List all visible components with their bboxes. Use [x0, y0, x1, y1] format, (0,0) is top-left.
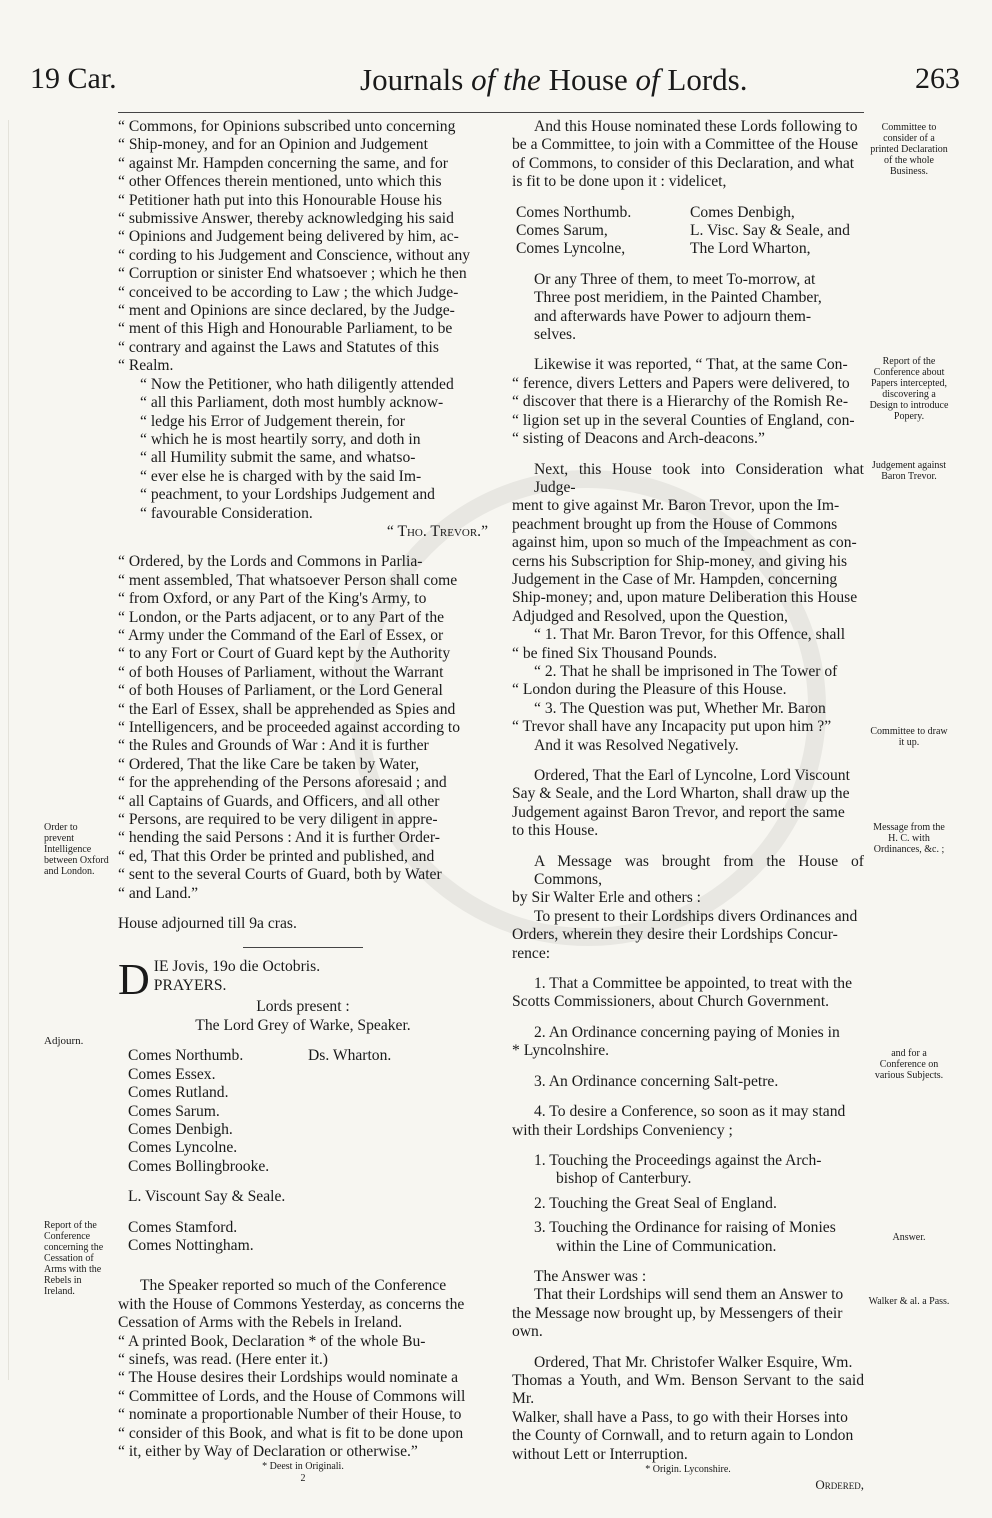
day-heading: D IE Jovis, 19o die Octobris. PRAYERS.: [118, 958, 488, 998]
message-item-4: 4. To desire a Conference, so soon as it may stand with their Lordships Conveniency ;: [512, 1103, 846, 1139]
regnal-year: 19 Car.: [30, 62, 117, 95]
left-column: [118, 118, 488, 1485]
petition-quote: “ Commons, for Opinions subscribed unto concerning “ Ship-money, and for an Opinion and Judgement “ against Mr. Hampden concerning the same, and for “ other Offences therein mentioned, unto which this “ Petitioner hath put into this Honourable House his “ submissive Answer, thereby acknowledging his said “ Opinions and Judgement being delivered by him, ac- “ cording to his Judgement and Conscience, without any “ Corruption or sinister End whatsoever ; which he then “ conceived to be according to Law ; the which Judge- “ ment and Opinions are since declared, by the Judge- “ ment of this High and Honourable Parliament, to be “ contrary and against the Laws and Statutes of this “ Realm.: [118, 118, 471, 375]
margin-note-answer: Answer.: [892, 1232, 926, 1243]
page-header: [30, 62, 960, 112]
answer-text: That their Lordships will send them an Answer to the Message now brought up, by Messengers of their own.: [512, 1286, 844, 1341]
walker-pass-order: Ordered, That Mr. Christofer Walker Esquire, Wm. Thomas a Youth, and Wm. Benson Servant to the said Mr. Walker, shall have a Pass, to go with their Horses into the County of Cornwall, and to return again to London without Lett or Interruption.: [512, 1353, 864, 1463]
order-intelligence: “ Ordered, by the Lords and Commons in Parlia- “ ment assembled, That whatsoever Person shall come “ from Oxford, or any Part of the King's Army, to “ London, or the Parts adjacent, or to any Part of the “ Army under the Command of the Earl of Essex, or “ to any Fort or Court of Guard kept by the Authority “ of both Houses of Parliament, without the Warrant “ of both Houses of Parliament, or the Lord General “ the Earl of Essex, shall be apprehended as Spies and “ Intelligencers, and be proceeded against according to “ the Rules and Grounds of War : And it is further “ Ordered, That the like Care be taken by Water, “ for the apprehending of the Persons aforesaid ; and “ all Captains of Guards, and Officers, and all other “ Persons, are required to be very diligent in appre- “ hending the said Persons : And it is further Order- “ ed, That this Order be printed and published, and “ sent to the several Courts of Guard, both by Water “ and Land.”: [118, 553, 461, 902]
margin-note-papers: Report of the Conference about Papers intercepted, discovering a Design to introduce Popery.: [869, 356, 949, 422]
signature-mark: 2: [300, 1473, 306, 1485]
margin-note-walker: Walker & al. a Pass.: [868, 1296, 950, 1307]
running-title: Journals of the House of Lords.: [360, 62, 748, 97]
header-rule: [118, 112, 864, 113]
message-item-1: 1. That a Committee be appointed, to treat with the Scotts Commissioners, about Church Government.: [512, 975, 853, 1011]
right-column: [512, 118, 864, 1494]
committee-nomination: And this House nominated these Lords following to be a Committee, to join with a Committee of the House of Commons, to consider of this Declaration, and what is fit to be done upon it : videlicet,: [512, 118, 859, 191]
commons-message: A Message was brought from the House of Commons, by Sir Walter Erle and others :: [512, 852, 864, 907]
margin-note-order: Order to prevent Intelligence between Oxford and London.: [44, 822, 109, 877]
trevor-consideration: Next, this House took into Consideration what Judge- ment to give against Mr. Baron Trevor, upon the Im- peachment brought up from the House of Commons against him, upon so much of the Impeachment as con- cerns his Subscription for Ship-money, and giving his Judgement in the Case of Mr. Hampden, concerning Ship-money; and, upon mature Deliberation this House Adjudged and Resolved, upon the Question,: [512, 460, 864, 625]
page-number: 263: [915, 62, 960, 95]
committee-members: Comes Northumb. Comes Sarum, Comes Lyncolne, Comes Denbigh, L. Visc. Say & Seale, and The Lord Wharton,: [516, 203, 850, 258]
prayers-heading: PRAYERS.: [153, 976, 227, 994]
adjourned-line: House adjourned till 9a cras.: [118, 915, 297, 933]
lords-list: Comes Northumb. Comes Essex. Comes Rutland. Comes Sarum. Comes Denbigh. Comes Lyncolne. Comes Bollingbrooke. Ds. Wharton.: [128, 1047, 392, 1175]
footnote-right: * Origin. Lyconshire.: [645, 1464, 731, 1475]
answer-heading: The Answer was :: [534, 1267, 647, 1285]
speaker-report: The Speaker reported so much of the Conference with the House of Commons Yesterday, as concerns the Cessation of Arms with the Rebels in Ireland.: [118, 1277, 465, 1332]
margin-note-message: Message from the H. C. with Ordinances, &c. ;: [873, 822, 945, 855]
margin-note-adjourn: Adjourn.: [44, 1035, 84, 1047]
declaration-quote: “ A printed Book, Declaration * of the whole Bu- “ sinefs, was read. (Here enter it.) “ The House desires their Lordships would nominate a “ Committee of Lords, and the House of Commons will “ nominate a proportionable Number of their House, to “ consider of this Book, and what is fit to be done upon “ it, either by Way of Declaration or otherwise.”: [118, 1332, 466, 1460]
papers-report: Likewise it was reported, “ That, at the same Con- “ ference, divers Letters and Papers were delivered, to “ discover that there is a Hierarchy of the Romish Re- “ ligion set up in the several Counties of England, con- “ sisting of Deacons and Arch-deacons.”: [512, 356, 855, 448]
conference-subitems: 1. Touching the Proceedings against the Arch- bishop of Canterbury. 2. Touching the Great Seal of England. 3. Touching the Ordinance for raising of Monies within the Line of Communication.: [534, 1151, 836, 1255]
margin-note-report: Report of the Conference concerning the Cessation of Arms with the Rebels in Ireland.: [44, 1220, 104, 1297]
section-rule: [243, 947, 363, 948]
viscount-line: L. Viscount Say & Seale.: [128, 1188, 286, 1206]
page-gutter-shade: [8, 120, 9, 1380]
petition-signature: “ Tho. Trevor.”: [386, 522, 488, 540]
trevor-judgement: “ 1. That Mr. Baron Trevor, for this Offence, shall “ be fined Six Thousand Pounds. “ 2. That he shall be imprisoned in The Tower of “ London during the Pleasure of this House. “ 3. The Question was put, Whether Mr. Baron “ Trevor shall have any Incapacity put upon him ?” And it was Resolved Negatively.: [512, 626, 846, 754]
margin-note-conference: and for a Conference on various Subjects.: [874, 1048, 944, 1081]
lords-present-heading: Lords present :: [256, 998, 350, 1016]
ordinances-intro: To present to their Lordships divers Ordinances and Orders, wherein they desire their Lordships Concur- rence:: [512, 907, 858, 962]
catchword: Ordered,: [815, 1477, 864, 1492]
message-item-3: 3. An Ordinance concerning Salt-petre.: [534, 1072, 779, 1090]
draw-up-order: Ordered, That the Earl of Lyncolne, Lord Viscount Say & Seale, and the Lord Wharton, shall draw up the Judgement against Baron Trevor, and report the same to this House.: [512, 767, 850, 840]
margin-note-committee: Committee to consider of a printed Declaration of the whole Business.: [870, 122, 948, 177]
drop-cap: D: [118, 958, 150, 999]
petition-submission: “ Now the Petitioner, who hath diligently attended “ all this Parliament, doth most humbly acknow- “ ledge his Error of Judgement therein, for “ which he is most heartily sorry, and doth in “ all Humility submit the same, and whatso- “ ever else he is charged with by the said Im- “ peachment, to your Lordships Judgement and “ favourable Consideration.: [140, 375, 454, 522]
meeting-terms: Or any Three of them, to meet To-morrow, at Three post meridiem, in the Painted Chamber, and afterwards have Power to adjourn them- selves.: [534, 270, 822, 344]
message-item-2: 2. An Ordinance concerning paying of Monies in * Lyncolnshire.: [512, 1023, 840, 1060]
margin-note-judgement: Judgement against Baron Trevor.: [871, 460, 947, 482]
speaker-line: The Lord Grey of Warke, Speaker.: [195, 1016, 411, 1034]
margin-note-draw: Committee to draw it up.: [870, 726, 948, 748]
footnote-left: * Deest in Originali.: [262, 1461, 344, 1473]
lords-list-2: Comes Stamford. Comes Nottingham.: [128, 1218, 254, 1254]
